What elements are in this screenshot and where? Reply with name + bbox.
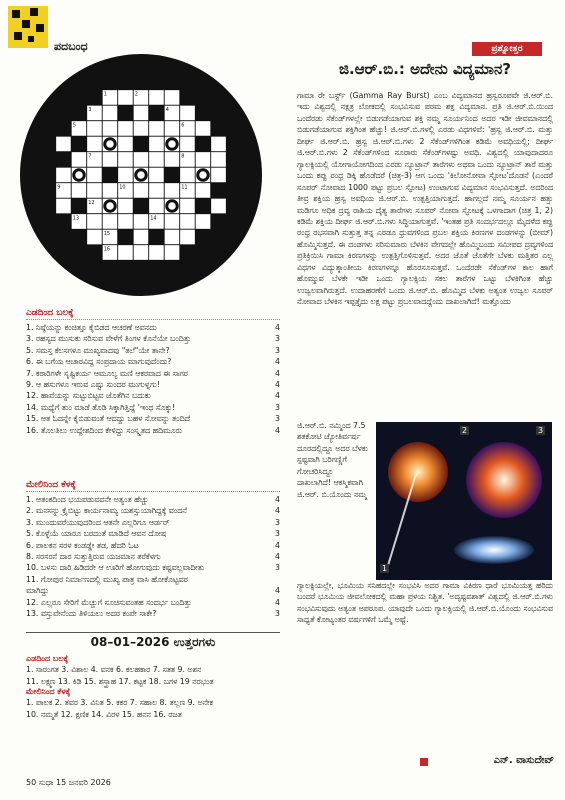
clue-text: 2. ಮನಸನ್ನು ಕ್ರೈಬಿಟ್ಟು ಕಾರ್ಯನಾಮ್ಯ ಯಶಸ್ಸುಯಾಗಿದ್ದಕ್ಕೆ ವಂದನೆ [26,506,187,516]
grid-cell[interactable] [118,90,134,106]
clue-length: 3 [275,334,280,344]
grid-block [195,136,211,152]
grid-number: 7 [88,153,92,160]
grid-cell[interactable] [149,152,165,168]
grid-block [118,105,134,121]
clue-item [26,425,280,436]
grid-number: 4 [165,106,169,113]
grid-cell[interactable] [133,229,149,245]
grid-cell[interactable] [180,229,196,245]
clue-length: 3 [275,529,280,539]
clue-text: 1. ಆತಂಕದಿಂದ ಭಯಪಡುವವನೇ ಅತ್ಯಂತ ಹೆಚ್ಚು [26,495,149,504]
clue-item [26,379,280,390]
clue-item [26,597,280,608]
grid-cell[interactable] [133,245,149,261]
grid-block [102,167,118,183]
grid-cell[interactable] [56,136,72,152]
grid-number: 14 [150,215,157,222]
grid-cell[interactable] [164,183,180,199]
grid-cell[interactable] [102,152,118,168]
grid-cell[interactable] [211,167,227,183]
grid-block [149,229,165,245]
clue-item [26,551,280,562]
across-heading: ಎಡದಿಂದ ಬಲಕ್ಕೆ [26,308,280,320]
clue-length: 3 [275,345,280,355]
ornament-icon [168,202,176,210]
grid-cell[interactable] [56,167,72,183]
category-badge: ಪ್ರಶ್ನೋತ್ತರ [472,42,542,56]
clue-text: 14. ಮಧ್ಯೆಗೆ ತುಂ ಮಾಡೆ ತೊಡಿ ಸಿಕ್ಕಾಗಿತ್ತಿದ್ದೆ 'ಇಂಥ ಸೊಕ್ಕು! [26,402,176,412]
ornament-icon [199,171,207,179]
grid-cell[interactable] [149,167,165,183]
figure-label: 2 [462,426,468,435]
grid-cell[interactable] [133,183,149,199]
grid-block [133,136,149,152]
crossword-grid[interactable] [18,52,264,298]
article-author: ಎನ್. ವಾಸುದೇವ್ [493,755,554,766]
grid-cell[interactable] [87,121,103,137]
grid-cell[interactable] [87,183,103,199]
grid-cell[interactable] [118,152,134,168]
grid-cell[interactable] [211,198,227,214]
grid-block [133,198,149,214]
figure-label: 1 [382,564,388,573]
clue-item [26,540,280,551]
grid-number: 10 [119,184,126,191]
grid-block [195,198,211,214]
grid-number: 9 [57,184,61,191]
clue-length [268,574,280,585]
clue-length: 4 [275,425,280,435]
answers-title: 08–01–2026 ಉತ್ತರಗಳು [90,635,216,649]
clue-length: 4 [275,323,280,332]
grid-number: 11 [181,184,188,191]
answers-section [26,632,280,720]
ornament-icon [106,140,114,148]
clue-item [26,562,280,573]
clue-text: 16. ತೊಲತಿಲು ಉದ್ದೇಶದಿಂದ ಕೇಳಿದ್ದು ಸಂಸ್ಕೃತದ ಹದಿಮೂರು [26,425,183,435]
grid-cell[interactable] [149,136,165,152]
grid-block [164,167,180,183]
grid-cell[interactable] [87,229,103,245]
answers-line: 11. ಲಕ್ಷ್ಮಣ 13. ಕಿಡಿ 15. ಶಸ್ತ್ರಾಹ 17. ಕಟ್ಟಕ 18. ಬಗಳ 19 ನರಭಂತ [26,676,214,686]
clue-item [26,402,280,413]
clue-text: 5. ಸಮಸ್ತ ಕೆಲಸಗಳೂ ಮುಖ್ಯವಾದವು "ತಲೆ"ಯೇ ತಾನೇ? [26,345,170,355]
clue-item [26,585,280,596]
clue-length: 4 [275,391,280,401]
grb-illustration [376,422,552,580]
grid-number: 5 [72,122,76,129]
grid-cell[interactable] [149,245,165,261]
grid-cell[interactable] [180,167,196,183]
clue-item [26,494,280,505]
grid-cell[interactable] [180,105,196,121]
clue-text: ಮಾಗಿದ್ದು [26,586,49,596]
grid-cell[interactable] [195,152,211,168]
grid-cell[interactable] [71,152,87,168]
grid-block [149,105,165,121]
clue-text: 11. ಗೋಪುರ ನಿರ್ಮಾಣದಲ್ಲಿ ಮುಖ್ಯ ಪಾತ್ರ ವಾಸಿ ಹೋಕೊಟ್ಟವರ [26,574,188,584]
grid-cell[interactable] [118,198,134,214]
grid-block [71,198,87,214]
page-footer: 50 ಸುಧಾ 15 ಜನವರಿ 2026 [26,778,111,787]
grid-cell[interactable] [149,90,165,106]
clue-item [26,517,280,528]
clue-text: 6. ಪಾಲಕನ ಸರಳ ಕಂಡಡ್ಡೇ ತಡ, ಹೆದರಿ ಓಟ [26,540,139,550]
grid-number: 12 [88,199,95,206]
grid-cell[interactable] [102,183,118,199]
clue-item [26,390,280,401]
clue-text: 7. ಕಠಾರಿಗಳೇ ಸೃಷ್ಟಿಕರ್ಯ ಆಮೂಲ್ಯ ಮಣಿ ಆಕರವಾದ ಈ ಸಾಗರ [26,368,188,378]
ornament-icon [137,171,145,179]
grid-cell[interactable] [118,167,134,183]
grid-cell[interactable] [149,183,165,199]
article-body: ಗಾಮಾ ರೇ ಬರ್ಸ್ಟ್ (Gamma Ray Burst) ಎಂಬ ವಿದ್ಯಮಾನದ ಹ್ರಸ್ವರೂಪವೇ ಜಿ.ಆರ್.ಬಿ. ಇದು ವಿಶ್ವದಲ್ಲಿ ನಕ್ಷತ್ರ ಲೋಕದಲ್ಲಿ ಸಂಭವಿಸುವ ಪರಮ ಶಕ್ತ ವಿದ್ಯಮಾನ. ಪ್ರತಿ ಜಿ.ಆರ್.ಬಿ.ಯಿಂದ ಒಂದೆರಡು ಸೆಕೆಂಡ್‌ಗಳಲ್ಲೇ ಬಿಡುಗಡೆಯಾಗುವ ಶಕ್ತಿ ನಮ್ಮ ಸೂರ್ಯನಿಂದ ಅದರ ಇಡೀ ಜೀವಮಾನದಲ್ಲಿ ಬಿಡುಗಡೆಯಾಗುವ ಶಕ್ತಿಗಿಂತ ಹೆಚ್ಚು! ಜಿ.ಆರ್.ಬಿ.ಗಳಲ್ಲಿ ಎರಡು ವಿಧಗಳಿವೆ: 'ಹ್ರಸ್ವ ಜಿ.ಆರ್.ಬಿ. ಮತ್ತು ದೀರ್ಘ ಜಿ.ಆರ್.ಬಿ. ಹ್ರಸ್ವ ಜಿ.ಆರ್.ಬಿ.ಗಳು 2 ಸೆಕೆಂಡ್‌ಗಳಿಗಿಂತ ಕಡಿಮೆ ಅವಧಿಯಲ್ಲಿ; ದೀರ್ಘ ಜಿ.ಆರ್.ಬಿ.ಗಳು 2 ಸೆಕೆಂಡ್‌ಗಳಿಂದ ನೂರಾರು ಸೆಕೆಂಡ್‌ಗಳಷ್ಟು ಅವಧಿ. ವಿಶ್ವದಲ್ಲಿ ಯಾವುದಾದರೂ ಗ್ಯಾಲಕ್ಸಿಯಲ್ಲಿ ಯೋಗಾಯೋಗದಿಂದ ಎರಡು ನ್ಯೂಟ್ರಾನ್ ತಾರೆಗಳು ಅಥವಾ ಒಂದು ನ್ಯೂಟ್ರಾನ್ ತಾರೆ ಮತ್ತು ಒಂದು ಕಪ್ಪು ರಂಧ್ರ ಡಿಕ್ಕಿ ಹೊಡೆದರೆ (ಚಿತ್ರ-3) ಆಗ ಒಂದು 'ಕಿಲೋನೋವಾ ಸ್ಫೋಟ'ದೊಡನೆ (ಎಂದರೆ ಸೂಪರ್ ನೋವಾದ 1000 ಪಟ್ಟು ಪ್ರಬಲ ಸ್ಫೋಟ) ಉಂಟಾಗುವ ವಿದ್ಯಮಾನ ಸಂಭವಿಸುತ್ತದೆ. ಅದರಿಂದ ತೀವ್ರ ಶಕ್ತಿಯ ಹ್ರಸ್ವ ಅವಧಿಯ ಜಿ.ಆರ್.ಬಿ. ಉತ್ಪತ್ತಿಯಾಗುತ್ತದೆ. ಹಾಗಲ್ಲದೆ ನಮ್ಮ ಸೂರ್ಯನ ಹತ್ತು ಮಡಿಗೂ ಅಧಿಕ ದ್ರವ್ಯ ರಾಶಿಯ ದೈತ್ಯ ತಾರೆಗಳು ಸೂಪರ್ ನೋವಾ ಸ್ಫೋಟಕ್ಕೆ ಒಳಗಾದಾಗ (ಚಿತ್ರ 1, 2) ಕಡಿಮೆ ಶಕ್ತಿಯ ದೀರ್ಘ ಜಿ.ಆರ್.ಬಿ.ಗಳು ಸಿದ್ಧಿಯಾಗುತ್ತವೆ. 'ಇಂತಹ ಪ್ರತಿ ಸಂದರ್ಭದಲ್ಲೂ ಮೈದಳೆದ ಕಪ್ಪು ರಂಧ್ರ ರಭಸವಾಗಿ ಸುತ್ತುತ್ತ ತನ್ನ ಎರಡೂ ಧ್ರುವಗಳಿಂದ ಪ್ರಬಲ ಶಕ್ತಿಯ ಕಿರಣಗಳ ದಂಡಗಳನ್ನು (ಬೀಮ್) ಹೊಮ್ಮಿಸುತ್ತದೆ. ಈ ದಂಡಗಳು ಸರಿಸುಮಾರು ಬೆಳಕಿನ ವೇಗದಲ್ಲೇ ಹೊಮ್ಮಿಬಂದು ಸಮೀಪದ ದ್ರವ್ಯಗಳಿಂದ ಪ್ರತಿಕ್ರಿಯಿಸಿ ಗಾಮಾ ಕಿರಣಗಳನ್ನು ಉತ್ಪತ್ತಿಗೊಳಿಸುತ್ತವೆ. ಅದರ ಜೊತೆ ಜೊತೆಗೇ ಬೆಳಕು ಮತ್ತಿತರ ಎಲ್ಲ ವಿಧಗಳ ವಿದ್ಯುತ್ಕಾಂತೀಯ ಕಿರಣಗಳನ್ನೂ ಹೊರಸೂಸುತ್ತವೆ. ಒಂದೆರಡೇ ಸೆಕೆಂಡ್‌ಗಳ ಕಾಲ ಹಾಗೆ ಹೊಮ್ಮುವ ಬೆಳಕೇ ಇಡೀ ಒಂದು ಗ್ಯಾಲಕ್ಸಿಯ ಸಕಲ ತಾರೆಗಳ ಒಟ್ಟು ಬೆಳಕಿಗಿಂತ ಹೆಚ್ಚು ಉಜ್ವಲವಾಗಿರುತ್ತದೆ. ಉದಾಹರಣೆಗೆ ಒಂದು ಜಿ.ಆರ್.ಬಿ. ಹೊಮ್ಮಿದ ಬೆಳಕು ಅತ್ಯಂತ ಉಜ್ವಲ ಸೂಪರ್ ನೋವಾದ ಬೆಳಕಿನ ಇಪ್ಪತ್ತೈದು ಲಕ್ಷ ಪಟ್ಟು ಪ್ರಬಲವಾದದ್ದೆಂದು ದಾಖಲಾಗಿದೆ! ಮತ್ತೊಂದು [297,91,553,307]
grid-cell[interactable] [164,245,180,261]
clue-text: 3. ರಹಸ್ಯದ ಮುಸುಕು ಸರಿಸುವ ವೇಳೆಗೆ ತಿಂಗಳ ಕೊನೆಯೇ ಬಂದಿತ್ತು [26,334,192,344]
answers-across-heading: ಎಡದಿಂದ ಬಲಕ್ಕೆ [26,654,69,663]
article-body-narrow: ಜಿ.ಆರ್.ಬಿ. ನಮ್ಮಿಂದ 7.5 ಶತಕೋಟಿ ಜ್ಯೋತಿರ್ವರ್ಷ ದೂರದಲ್ಲಿದ್ದೂ ಅದರ ಬೆಳಕು ಸ್ಪಷ್ಟವಾಗಿ ಬರಿಗಣ್ಣಿಗೆ ಗೋಚರಿಸಿದ್ದೂ ದಾಖಲಾಗಿದೆ! ಆಕಸ್ಮಿಕವಾಗಿ ಜಿ.ಆರ್. ಬಿ.ಯೊಂದು ನಮ್ಮ [297,421,368,499]
answers-down-heading: ಮೇಲಿನಿಂದ ಕೆಳಕ್ಕೆ [26,687,71,696]
clue-text: 9. ಆ ಹಸುಗಳೂ ಇರುವ ಎಷ್ಟು ಸುಂದರ ಮುಗುಳ್ನಗು! [26,380,160,390]
clue-item [26,608,280,619]
clue-length: 4 [275,540,280,550]
clue-length: 4 [275,495,280,504]
clue-item [26,413,280,424]
clue-length: 3 [275,517,280,527]
grid-block [71,136,87,152]
grid-cell[interactable] [118,121,134,137]
clue-text: 13. ವಸ್ತುವೇನೆಂದು ತಿಳಿಯಲು ಅದರ ಕಂಪೇ ಸಾಕೇ? [26,609,157,619]
clue-length: 3 [275,563,280,573]
grid-cell[interactable] [164,90,180,106]
article-headline: ಜಿ.ಆರ್.ಬಿ.: ಅದೇನು ವಿದ್ಯಮಾನ? [338,60,512,78]
article-body: ಗ್ಯಾಲಕ್ಸಿಯಲ್ಲೇ, ಭೂಮಿಯ ಸನಿಹದಲ್ಲೇ ಸಂಭವಿಸಿ ಅದರ ಗಾಮಾ ವಿಕಿರಣ ಧಾರೆ ಭೂಮಿಯತ್ತ ಹರಿದು ಬಂದರೆ ಭೂಮಿಯ ಜೀವಲೋಕದಲ್ಲಿ ಮಹಾ ಪ್ರಳಯ ನಿಶ್ಚಿತ. 'ಅದೃಷ್ಟವಶಾತ್ ವಿಶ್ವದಲ್ಲಿ ಜಿ.ಆರ್.ಬಿ.ಗಳು ಸಂಭವಿಸುವುದು ಅತ್ಯಂತ ಅಪರೂಪ. ಯಾವುದೇ ಒಂದು ಗ್ಯಾಲಕ್ಸಿಯಲ್ಲಿ ಜಿ.ಆರ್.ಬಿ.ಯೊಂದು ಸಂಭವಿಸುವ ಸಾಧ್ಯತೆ ಕೋಟ್ಯಂತರ ವರ್ಷಗಳಿಗೆ ಒಮ್ಮೆ ಅಷ್ಟೆ. [297,581,553,625]
clue-item [26,528,280,539]
clue-length: 4 [275,357,280,367]
grid-number: 3 [88,106,92,113]
grid-cell[interactable] [164,229,180,245]
clue-text: 15. ಆತ ಓದನ್ನೇ ಕೈಬಿಡುವಂತೆ ಆದದ್ದು ಬಹಳ ನೋವನ್ನು ತಂದಿದೆ [26,414,191,424]
clue-item [26,333,280,344]
divider [26,632,280,633]
grid-cell[interactable] [102,105,118,121]
grid-number: 6 [181,122,185,129]
grid-cell[interactable] [195,121,211,137]
grid-cell[interactable] [118,136,134,152]
figure-label: 3 [538,426,544,435]
ornament-icon [75,171,83,179]
grid-number: 8 [181,153,185,160]
clue-length: 4 [275,380,280,390]
clue-text: 1. ನಿಷ್ಠೆಯನ್ನು ಕಂಚಿತ್ತೂ ಕೈಬಿಡದ ಆಚರಣೆ ಅವನದು [26,323,157,332]
grid-cell[interactable] [195,214,211,230]
grid-cell[interactable] [118,214,134,230]
grid-cell[interactable] [87,214,103,230]
grid-block [118,229,134,245]
puzzle-logo-icon [8,6,48,48]
grid-cell[interactable] [87,136,103,152]
grid-cell[interactable] [180,198,196,214]
grid-cell[interactable] [133,121,149,137]
grid-cell[interactable] [133,152,149,168]
clue-length: 4 [275,368,280,378]
answers-line: 1. ಪಾಲಕ 2. ತವರ 3. ವಿನಿತ 5. ಕಕರ 7. ಸಹಾಲ 8. ತಲ್ಲಣ 9. ಅನೇಕ [26,698,214,707]
grid-cell[interactable] [211,152,227,168]
clue-length: 3 [275,609,280,619]
clue-length: 3 [275,402,280,412]
grid-cell[interactable] [118,245,134,261]
grid-cell[interactable] [87,167,103,183]
grid-cell[interactable] [133,105,149,121]
grid-number: 16 [103,246,111,253]
clue-text: 6. ಈ ಬಗೆಯ ಆಚಾರವಿದ್ದ ಸಂಪ್ರದಾಯ ಮಾಗುವುದೆಂದು? [26,357,172,367]
clue-item [26,356,280,367]
grid-cell[interactable] [149,198,165,214]
grid-cell[interactable] [164,214,180,230]
clue-text: 5. ಕೊಳ್ಳೆಯೆ ಯಾರೂ ಬರದಂತೆ ಮಾಡಿದೆ ಆವನ ದೋಷ [26,529,167,539]
grid-cell[interactable] [71,183,87,199]
clue-length: 4 [275,586,280,596]
down-clues [26,480,280,619]
grid-block [56,152,72,168]
across-clues [26,308,280,436]
clue-text: 12. ಎಲ್ಲರೂ ಸೇರಿಗೆ ಮೆಚ್ಚುಗೆ ಸೂಚಿಸುವಂತಹ ಸಂದರ್ಭ ಬಂದಿತ್ತು [26,597,192,607]
grid-number: 2 [134,91,138,98]
grid-cell[interactable] [180,136,196,152]
down-heading: ಮೇಲಿನಿಂದ ಕೆಳಕ್ಕೆ [26,480,280,492]
grid-cell[interactable] [211,136,227,152]
clue-item [26,322,280,333]
clue-item [26,505,280,516]
clue-item [26,574,280,585]
ornament-icon [168,140,176,148]
answers-line: 1. ಸಾರಂಗತ 3. ವಿಶಾಲ 4. ವನಕ 6. ಕಲಹಕಾರ 7. ಸತತ 9. ಅಶನ [26,665,202,674]
grid-cell[interactable] [164,121,180,137]
clue-text: 3. ಮುಂದುವರೆಯುವುದರಿಂದ ಆತನೇ ಎಲ್ಲರಿಗೂ ಆರ್ಡರ್ [26,517,170,527]
clue-item [26,368,280,379]
grid-cell[interactable] [102,121,118,137]
grid-number: 15 [103,230,111,237]
clue-item [26,345,280,356]
clue-length: 4 [275,552,280,562]
section-title: ಪದಬಂಧ [54,40,88,53]
grid-cell[interactable] [180,214,196,230]
grid-number: 13 [72,215,80,222]
grid-cell[interactable] [149,121,165,137]
answers-line: 10. ನಮ್ಮತೆ 12. ಕ್ಷಣಿಕ 14. ವಿರಳ 15. ಹನನ 16. ರಜತ [26,709,182,719]
clue-length: 3 [275,414,280,424]
grid-cell[interactable] [56,198,72,214]
clue-length: 4 [275,597,280,607]
grid-cell[interactable] [195,183,211,199]
ornament-icon [106,202,114,210]
clue-text: 12. ಹಾವೆಯನ್ನು ಸುಟ್ಟುಬಿಟ್ಟವ ಜೊತೆಗಿನ ಬದುಕು [26,391,151,401]
grid-cell[interactable] [102,214,118,230]
clue-length: 4 [275,506,280,516]
grid-cell[interactable] [164,152,180,168]
grid-number: 1 [103,91,107,98]
grid-cell[interactable] [133,214,149,230]
grid-block [211,183,227,199]
clue-text: 10. ಬಳಸು ದಾರಿ ಹಿಡಿದರೇ ಆ ಊರಿಗೆ ಹೋಗುವುದು ಕಷ್ಟವಲ್ಲವಾದೀತು [26,563,205,573]
clue-text: 8. ಸರಸರನೆ ದಾರ ಸುತ್ತುತ್ತಿರುವ ಯಜಮಾನ ತರೆಕೆಳಗು [26,552,161,562]
